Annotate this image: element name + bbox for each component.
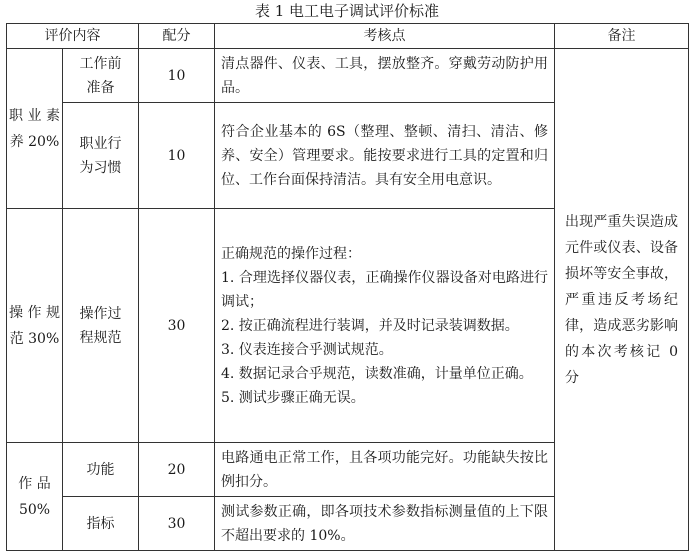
item-name-cell: 功能 — [63, 443, 139, 497]
score-cell: 10 — [139, 49, 215, 103]
point-line: 1. 合理选择仪器仪表，正确操作仪器设备对电路进行调试； — [221, 269, 548, 310]
points-cell: 电路通电正常工作，且各项功能完好。功能缺失按比例扣分。 — [215, 443, 555, 497]
points-cell: 测试参数正确，即各项技术参数指标测量值的上下限不超出要求的 10%。 — [215, 497, 555, 551]
header-remark: 备注 — [555, 24, 689, 49]
header-points: 考核点 — [215, 24, 555, 49]
evaluation-table — [6, 23, 689, 551]
item-name-cell: 工作前准备 — [63, 49, 139, 103]
point-line: 3. 仪表连接合乎测试规范。 — [221, 341, 393, 358]
points-cell: 符合企业基本的 6S（整理、整顿、清扫、清洁、修养、安全）管理要求。能按要求进行工具的定置和归位、工作台面保持清洁。具有安全用电意识。 — [215, 103, 555, 209]
point-line: 2. 按正确流程进行装调，并及时记录装调数据。 — [221, 317, 519, 334]
score-cell: 20 — [139, 443, 215, 497]
point-line: 正确规范的操作过程： — [221, 245, 361, 262]
score-cell: 30 — [139, 209, 215, 443]
category-cell: 作 品 50% — [7, 443, 63, 551]
category-cell: 职 业 素养 20% — [7, 49, 63, 209]
category-cell: 操 作 规 范 30% — [7, 209, 63, 443]
points-cell: 清点器件、仪表、工具，摆放整齐。穿戴劳动防护用品。 — [215, 49, 555, 103]
score-cell: 30 — [139, 497, 215, 551]
score-cell: 10 — [139, 103, 215, 209]
point-line: 5. 测试步骤正确无误。 — [221, 389, 365, 406]
item-name-cell: 职业行为习惯 — [63, 103, 139, 209]
item-name-cell: 操作过程规范 — [63, 209, 139, 443]
table-row — [7, 49, 689, 103]
points-cell — [215, 209, 555, 443]
header-score: 配分 — [139, 24, 215, 49]
header-content: 评价内容 — [7, 24, 139, 49]
item-name-cell: 指标 — [63, 497, 139, 551]
table-caption: 表 1 电工电子调试评价标准 — [254, 2, 440, 20]
remark-cell: 出现严重失误造成元件或仪表、设备损坏等安全事故， 严重违反考场纪律，造成恶劣影响的本次考核记 0 分 — [555, 49, 689, 551]
header-row — [7, 24, 689, 49]
point-line: 4. 数据记录合乎规范，读数准确，计量单位正确。 — [221, 365, 533, 382]
